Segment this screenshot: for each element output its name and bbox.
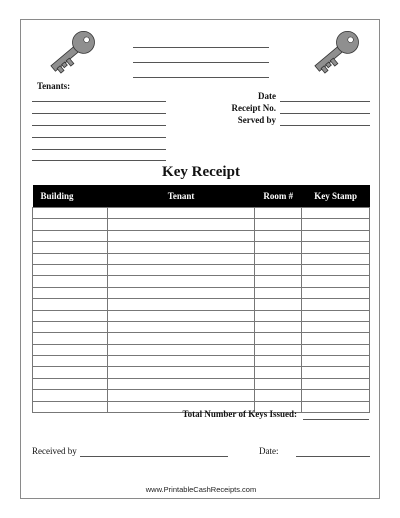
cell-room[interactable] — [255, 208, 302, 219]
cell-building[interactable] — [33, 287, 108, 298]
tenants-line-2[interactable] — [32, 113, 166, 114]
column-header-key-stamp: Key Stamp — [302, 185, 370, 208]
cell-key-stamp[interactable] — [302, 253, 370, 264]
table-row — [33, 253, 370, 264]
column-header-building: Building — [33, 185, 108, 208]
table-row — [33, 242, 370, 253]
tenants-line-6[interactable] — [32, 160, 166, 161]
table-row — [33, 356, 370, 367]
cell-key-stamp[interactable] — [302, 219, 370, 230]
total-keys-label: Total Number of Keys Issued: — [182, 409, 297, 419]
served-by-label: Served by — [237, 115, 276, 125]
cell-tenant[interactable] — [107, 310, 254, 321]
cell-room[interactable] — [255, 310, 302, 321]
cell-tenant[interactable] — [107, 276, 254, 287]
cell-tenant[interactable] — [107, 253, 254, 264]
cell-tenant[interactable] — [107, 356, 254, 367]
cell-key-stamp[interactable] — [302, 208, 370, 219]
cell-tenant[interactable] — [107, 344, 254, 355]
cell-room[interactable] — [255, 390, 302, 401]
table-body — [33, 208, 370, 413]
received-by-label: Received by — [32, 446, 77, 456]
cell-key-stamp[interactable] — [302, 310, 370, 321]
cell-tenant[interactable] — [107, 321, 254, 332]
cell-building[interactable] — [33, 321, 108, 332]
tenants-label: Tenants: — [37, 81, 71, 91]
cell-key-stamp[interactable] — [302, 401, 370, 412]
cell-building[interactable] — [33, 230, 108, 241]
cell-building[interactable] — [33, 310, 108, 321]
cell-key-stamp[interactable] — [302, 321, 370, 332]
table-row — [33, 367, 370, 378]
cell-room[interactable] — [255, 344, 302, 355]
cell-tenant[interactable] — [107, 333, 254, 344]
date-label: Date — [258, 91, 276, 101]
cell-key-stamp[interactable] — [302, 390, 370, 401]
footer-website: www.PrintableCashReceipts.com — [145, 485, 257, 494]
tenants-line-5[interactable] — [32, 149, 166, 150]
table-row — [33, 378, 370, 389]
table-header-row — [33, 185, 370, 208]
cell-building[interactable] — [33, 299, 108, 310]
cell-room[interactable] — [255, 276, 302, 287]
table-row — [33, 310, 370, 321]
receipt-no-label: Receipt No. — [231, 103, 276, 113]
cell-tenant[interactable] — [107, 230, 254, 241]
table-row — [33, 287, 370, 298]
cell-room[interactable] — [255, 230, 302, 241]
table-row — [33, 390, 370, 401]
signoff-date-field[interactable] — [296, 456, 370, 457]
total-keys-field[interactable] — [303, 419, 369, 420]
table-row — [33, 276, 370, 287]
table-row — [33, 230, 370, 241]
cell-key-stamp[interactable] — [302, 276, 370, 287]
cell-building[interactable] — [33, 401, 108, 412]
header-blank-line-2[interactable] — [133, 62, 269, 63]
column-header-tenant: Tenant — [107, 185, 254, 208]
cell-key-stamp[interactable] — [302, 356, 370, 367]
cell-room[interactable] — [255, 264, 302, 275]
key-table — [32, 185, 370, 413]
table-row — [33, 344, 370, 355]
cell-room[interactable] — [255, 333, 302, 344]
date-field[interactable] — [280, 101, 370, 102]
cell-key-stamp[interactable] — [302, 344, 370, 355]
column-header-room: Room # — [255, 185, 302, 208]
cell-building[interactable] — [33, 264, 108, 275]
page-title: Key Receipt — [162, 164, 240, 180]
cell-key-stamp[interactable] — [302, 242, 370, 253]
cell-tenant[interactable] — [107, 264, 254, 275]
cell-key-stamp[interactable] — [302, 287, 370, 298]
table-row — [33, 333, 370, 344]
header-blank-line-1[interactable] — [133, 47, 269, 48]
cell-key-stamp[interactable] — [302, 299, 370, 310]
cell-tenant[interactable] — [107, 299, 254, 310]
receipt-page — [20, 19, 380, 499]
cell-building[interactable] — [33, 344, 108, 355]
table-row — [33, 299, 370, 310]
table-row — [33, 219, 370, 230]
cell-building[interactable] — [33, 333, 108, 344]
signoff-date-label: Date: — [259, 446, 279, 456]
cell-building[interactable] — [33, 208, 108, 219]
cell-key-stamp[interactable] — [302, 333, 370, 344]
cell-building[interactable] — [33, 253, 108, 264]
key-icon-right — [305, 26, 367, 78]
tenants-line-1[interactable] — [32, 101, 166, 102]
cell-key-stamp[interactable] — [302, 230, 370, 241]
cell-room[interactable] — [255, 242, 302, 253]
cell-key-stamp[interactable] — [302, 378, 370, 389]
cell-building[interactable] — [33, 378, 108, 389]
cell-tenant[interactable] — [107, 390, 254, 401]
cell-room[interactable] — [255, 378, 302, 389]
tenants-line-4[interactable] — [32, 137, 166, 138]
cell-room[interactable] — [255, 356, 302, 367]
header-blank-line-3[interactable] — [133, 77, 269, 78]
cell-room[interactable] — [255, 253, 302, 264]
cell-room[interactable] — [255, 299, 302, 310]
cell-room[interactable] — [255, 219, 302, 230]
table-row — [33, 264, 370, 275]
tenants-line-3[interactable] — [32, 125, 166, 126]
cell-room[interactable] — [255, 321, 302, 332]
cell-tenant[interactable] — [107, 378, 254, 389]
key-icon-left — [41, 26, 103, 78]
served-by-field[interactable] — [280, 125, 370, 126]
cell-tenant[interactable] — [107, 208, 254, 219]
cell-building[interactable] — [33, 390, 108, 401]
cell-building[interactable] — [33, 356, 108, 367]
cell-building[interactable] — [33, 219, 108, 230]
cell-building[interactable] — [33, 276, 108, 287]
cell-room[interactable] — [255, 287, 302, 298]
cell-tenant[interactable] — [107, 287, 254, 298]
cell-building[interactable] — [33, 242, 108, 253]
receipt-no-field[interactable] — [280, 113, 370, 114]
table-row — [33, 208, 370, 219]
cell-building[interactable] — [33, 367, 108, 378]
cell-tenant[interactable] — [107, 219, 254, 230]
cell-key-stamp[interactable] — [302, 264, 370, 275]
cell-tenant[interactable] — [107, 367, 254, 378]
table-row — [33, 321, 370, 332]
cell-key-stamp[interactable] — [302, 367, 370, 378]
cell-tenant[interactable] — [107, 242, 254, 253]
received-by-field[interactable] — [80, 456, 228, 457]
cell-room[interactable] — [255, 367, 302, 378]
